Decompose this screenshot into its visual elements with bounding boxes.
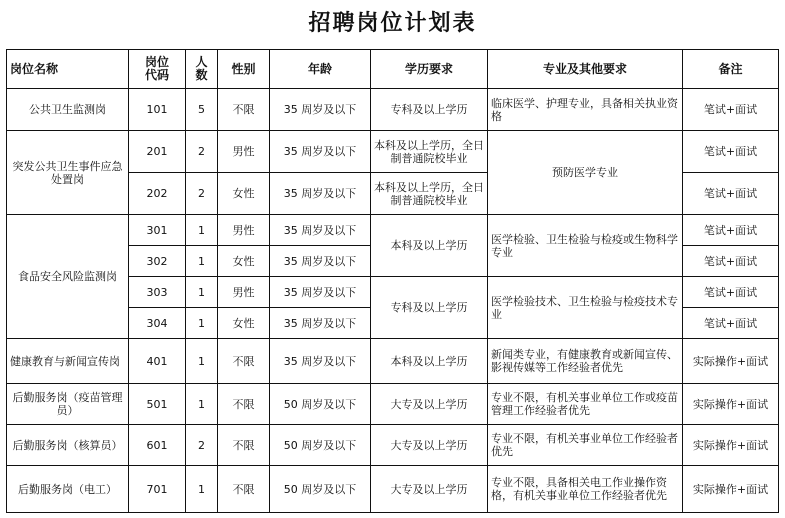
header-count: 人 数: [186, 50, 218, 89]
header-gender: 性别: [218, 50, 270, 89]
age-cell: 50 周岁及以下: [270, 384, 371, 425]
header-code: 岗位 代码: [129, 50, 186, 89]
gender-cell: 不限: [218, 425, 270, 466]
education-cell: 专科及以上学历: [371, 277, 488, 339]
note-cell: 实际操作+面试: [683, 339, 779, 384]
code-cell: 501: [129, 384, 186, 425]
page-title: 招聘岗位计划表: [308, 10, 477, 36]
major-cell: 医学检验技术、卫生检验与检疫技术专业: [488, 277, 683, 339]
table-row: [7, 89, 779, 131]
code-cell: 601: [129, 425, 186, 466]
table-row: [7, 425, 779, 466]
gender-cell: 不限: [218, 89, 270, 131]
header-row: [7, 50, 779, 89]
age-cell: 35 周岁及以下: [270, 246, 371, 277]
header-major: 专业及其他要求: [488, 50, 683, 89]
header-position: 岗位名称: [7, 50, 129, 89]
code-cell: 303: [129, 277, 186, 308]
count-cell: 2: [186, 131, 218, 173]
age-cell: 35 周岁及以下: [270, 339, 371, 384]
major-cell: 专业不限，有机关事业单位工作或疫苗管理工作经验者优先: [488, 384, 683, 425]
note-cell: 笔试+面试: [683, 131, 779, 173]
gender-cell: 男性: [218, 277, 270, 308]
note-cell: 实际操作+面试: [683, 425, 779, 466]
header-education: 学历要求: [371, 50, 488, 89]
position-cell: 后勤服务岗（疫苗管理员）: [7, 384, 129, 425]
gender-cell: 男性: [218, 131, 270, 173]
education-cell: 大专及以上学历: [371, 466, 488, 513]
count-cell: 1: [186, 466, 218, 513]
code-cell: 701: [129, 466, 186, 513]
gender-cell: 男性: [218, 215, 270, 246]
code-cell: 201: [129, 131, 186, 173]
education-cell: 本科及以上学历，全日制普通院校毕业: [371, 131, 488, 173]
position-cell: 食品安全风险监测岗: [7, 215, 129, 339]
age-cell: 35 周岁及以下: [270, 131, 371, 173]
code-cell: 301: [129, 215, 186, 246]
note-cell: 实际操作+面试: [683, 384, 779, 425]
count-cell: 1: [186, 384, 218, 425]
table-row: [7, 339, 779, 384]
gender-cell: 女性: [218, 173, 270, 215]
age-cell: 35 周岁及以下: [270, 277, 371, 308]
gender-cell: 不限: [218, 339, 270, 384]
code-cell: 202: [129, 173, 186, 215]
position-cell: 后勤服务岗（电工）: [7, 466, 129, 513]
table-row: [7, 384, 779, 425]
major-cell: 新闻类专业，有健康教育或新闻宣传、影视传媒等工作经验者优先: [488, 339, 683, 384]
note-cell: 笔试+面试: [683, 173, 779, 215]
gender-cell: 女性: [218, 246, 270, 277]
education-cell: 专科及以上学历: [371, 89, 488, 131]
major-cell: 专业不限，具备相关电工作业操作资格，有机关事业单位工作经验者优先: [488, 466, 683, 513]
code-cell: 304: [129, 308, 186, 339]
education-cell: 本科及以上学历: [371, 215, 488, 277]
header-age: 年龄: [270, 50, 371, 89]
education-cell: 本科及以上学历，全日制普通院校毕业: [371, 173, 488, 215]
note-cell: 实际操作+面试: [683, 466, 779, 513]
code-cell: 401: [129, 339, 186, 384]
major-cell: 预防医学专业: [488, 131, 683, 215]
age-cell: 50 周岁及以下: [270, 466, 371, 513]
position-cell: 突发公共卫生事件应急处置岗: [7, 131, 129, 215]
note-cell: 笔试+面试: [683, 308, 779, 339]
age-cell: 35 周岁及以下: [270, 215, 371, 246]
position-cell: 健康教育与新闻宣传岗: [7, 339, 129, 384]
count-cell: 1: [186, 277, 218, 308]
gender-cell: 不限: [218, 466, 270, 513]
count-cell: 5: [186, 89, 218, 131]
header-note: 备注: [683, 50, 779, 89]
education-cell: 大专及以上学历: [371, 384, 488, 425]
table-row: [7, 131, 779, 173]
age-cell: 50 周岁及以下: [270, 425, 371, 466]
code-cell: 302: [129, 246, 186, 277]
note-cell: 笔试+面试: [683, 89, 779, 131]
count-cell: 2: [186, 173, 218, 215]
gender-cell: 女性: [218, 308, 270, 339]
count-cell: 1: [186, 215, 218, 246]
count-cell: 1: [186, 308, 218, 339]
recruitment-plan-table: [6, 49, 779, 513]
major-cell: 医学检验、卫生检验与检疫或生物科学专业: [488, 215, 683, 277]
table-row: [7, 215, 779, 246]
age-cell: 35 周岁及以下: [270, 173, 371, 215]
note-cell: 笔试+面试: [683, 215, 779, 246]
count-cell: 2: [186, 425, 218, 466]
education-cell: 本科及以上学历: [371, 339, 488, 384]
position-cell: 公共卫生监测岗: [7, 89, 129, 131]
major-cell: 专业不限，有机关事业单位工作经验者优先: [488, 425, 683, 466]
major-cell: 临床医学、护理专业，具备相关执业资格: [488, 89, 683, 131]
gender-cell: 不限: [218, 384, 270, 425]
table-row: [7, 466, 779, 513]
count-cell: 1: [186, 339, 218, 384]
position-cell: 后勤服务岗（核算员）: [7, 425, 129, 466]
note-cell: 笔试+面试: [683, 246, 779, 277]
note-cell: 笔试+面试: [683, 277, 779, 308]
code-cell: 101: [129, 89, 186, 131]
education-cell: 大专及以上学历: [371, 425, 488, 466]
age-cell: 35 周岁及以下: [270, 89, 371, 131]
age-cell: 35 周岁及以下: [270, 308, 371, 339]
count-cell: 1: [186, 246, 218, 277]
